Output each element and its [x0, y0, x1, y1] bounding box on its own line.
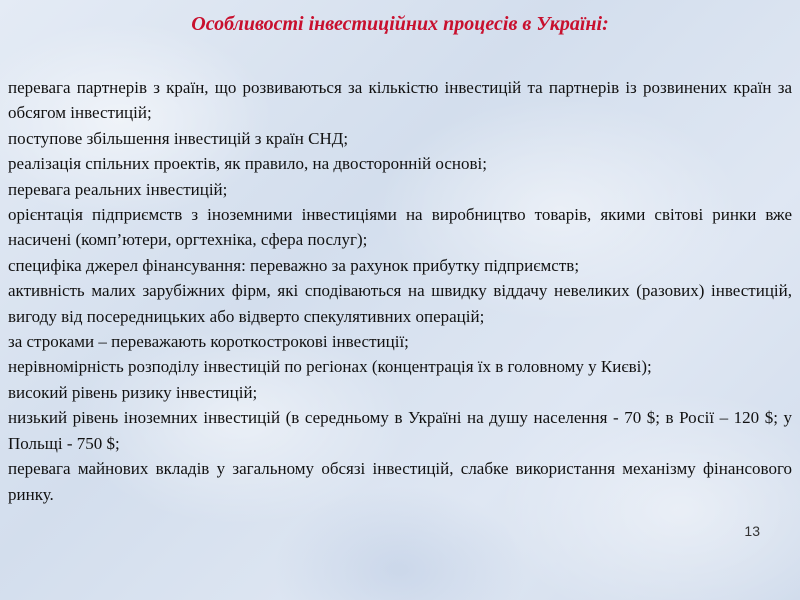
bullet-item: [0, 177, 792, 202]
bullet-item: [0, 354, 792, 379]
page-number: 13: [744, 523, 760, 539]
bullet-item: [0, 151, 792, 176]
bullet-text: реалізація спільних проектів, як правило, на двосторонній основі;: [8, 154, 487, 174]
bullet-item: [0, 253, 792, 278]
bullet-text: перевага реальних інвестицій;: [8, 179, 228, 199]
bullet-item: [0, 380, 792, 405]
bullet-item: [0, 456, 792, 507]
bullet-text: активність малих зарубіжних фірм, які сподіваються на швидку віддачу невеликих (разових) інвестицій, вигоду від посередницьких або відверто спекулятивних операцій;: [8, 281, 792, 326]
slide-title: Особливості інвестиційних процесів в Україні:: [191, 13, 609, 35]
bullet-text: перевага партнерів з країн, що розвиваються за кількістю інвестицій та партнерів із розвинених країн за обсягом інвестицій;: [8, 78, 792, 123]
bullet-item: [0, 329, 792, 354]
bullet-item: [0, 278, 792, 329]
bullet-text: низький рівень іноземних інвестицій (в середньому в Україні на душу населення - 70 $; в Росії – 120 $; у Польщі - 750 $;: [8, 408, 792, 453]
bullet-text: специфіка джерел фінансування: переважно за рахунок прибутку підприємств;: [8, 255, 580, 275]
bullet-item: [0, 75, 792, 126]
bullet-text: орієнтація підприємств з іноземними інвестиціями на виробництво товарів, якими світові ринки вже насичені (комп’ютери, оргтехніка, сфера послуг);: [8, 205, 792, 250]
bullet-text: високий рівень ризику інвестицій;: [8, 382, 258, 402]
bullet-text: поступове збільшення інвестицій з країн СНД;: [8, 128, 349, 148]
bullet-text: за строками – переважають короткострокові інвестиції;: [8, 332, 409, 352]
bullet-text: перевага майнових вкладів у загальному обсязі інвестицій, слабке використання механізму фінансового ринку.: [8, 459, 792, 504]
bullet-text: нерівномірність розподілу інвестицій по регіонах (концентрація їх в головному у Києві);: [8, 357, 652, 377]
bullet-list: [0, 75, 792, 507]
bullet-item: [0, 405, 792, 456]
bullet-item: [0, 126, 792, 151]
bullet-item: [0, 202, 792, 253]
